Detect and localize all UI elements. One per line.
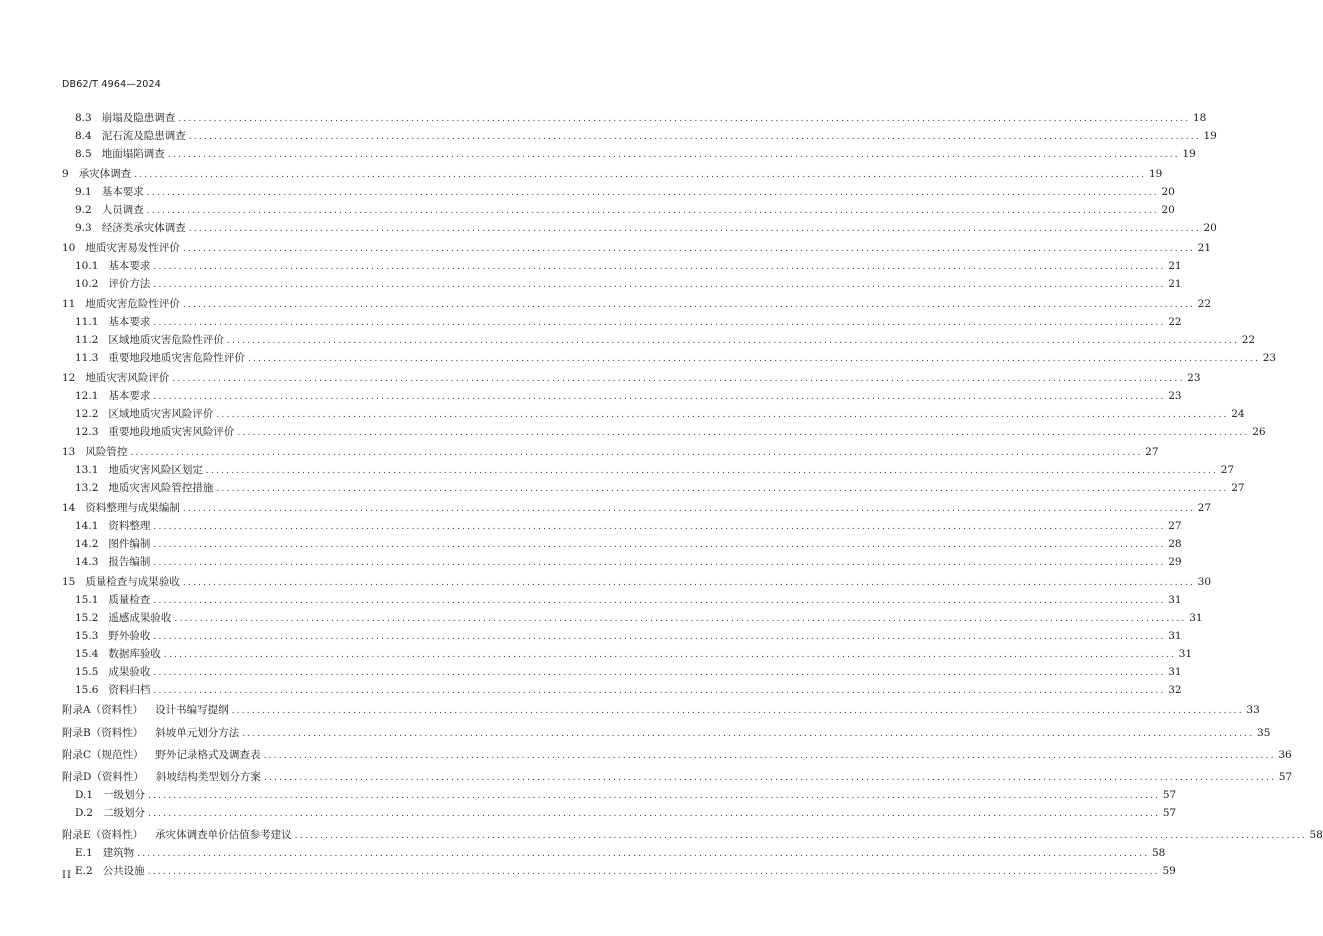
toc-entry-title: 数据库验收 [108, 648, 161, 660]
toc-entry-title: 公共设施 [102, 865, 145, 877]
toc-entry[interactable] [62, 462, 1235, 478]
toc-entry-number: 10.1 [75, 260, 99, 272]
toc-leader-dots: ........................................................................................................................................................................................................ [188, 224, 1201, 234]
toc-entry-title: 地质灾害风险管控措施 [108, 482, 214, 494]
toc-entry[interactable] [62, 682, 1182, 698]
toc-leader-dots: ........................................................................................................................................................................................................ [153, 280, 1166, 290]
toc-leader-dots: ........................................................................................................................................................................................................ [231, 706, 1244, 716]
toc-entry-number: 9.3 [75, 222, 92, 234]
toc-entry-page: 20 [1161, 186, 1175, 198]
toc-entry[interactable] [62, 296, 1212, 312]
toc-entry-page: 22 [1241, 334, 1256, 346]
toc-entry-title: 成果验收 [108, 666, 151, 678]
document-id-header: DB62/T 4964—2024 [62, 79, 161, 90]
toc-entry-title: 斜坡结构类型划分方案 [155, 771, 261, 783]
toc-entry-number: 15.1 [75, 594, 99, 606]
toc-leader-dots: ........................................................................................................................................................................................................ [153, 558, 1166, 568]
toc-entry-title: 遥感成果验收 [108, 612, 172, 624]
toc-entry-page: 18 [1193, 112, 1207, 124]
toc-entry[interactable] [62, 554, 1182, 570]
toc-entry-title: 承灾体调查单价估值参考建议 [155, 829, 292, 841]
toc-leader-dots: ........................................................................................................................................................................................................ [153, 540, 1166, 550]
toc-entry[interactable] [62, 628, 1182, 644]
toc-entry-number: 13.1 [75, 464, 99, 476]
toc-entry[interactable] [62, 805, 1177, 821]
toc-entry[interactable] [62, 146, 1196, 162]
toc-leader-dots: ........................................................................................................................................................................................................ [134, 170, 1147, 180]
toc-entry-title: 区域地质灾害危险性评价 [108, 334, 224, 346]
toc-entry-title: 二级划分 [103, 807, 146, 819]
toc-entry[interactable] [62, 332, 1256, 348]
toc-entry-page: 30 [1197, 576, 1212, 588]
toc-entry-page: 58 [1309, 829, 1323, 841]
toc-entry-page: 27 [1220, 464, 1235, 476]
toc-entry-title: 报告编制 [108, 556, 151, 568]
toc-entry[interactable] [62, 574, 1212, 590]
toc-entry[interactable] [62, 444, 1159, 460]
toc-entry-title: 区域地质灾害风险评价 [108, 408, 214, 420]
toc-entry[interactable] [62, 406, 1245, 422]
toc-entry-page: 31 [1168, 666, 1182, 678]
toc-leader-dots: ........................................................................................................................................................................................................ [216, 484, 1229, 494]
toc-entry[interactable] [62, 220, 1217, 236]
toc-entry-number: 15.6 [75, 684, 99, 696]
toc-entry-title: 一级划分 [103, 789, 146, 801]
toc-entry-number: 13 [62, 446, 76, 458]
toc-leader-dots: ........................................................................................................................................................................................................ [237, 428, 1250, 438]
toc-entry-title: 设计书编写提纲 [155, 704, 229, 716]
toc-entry-title: 地质灾害风险区划定 [108, 464, 203, 476]
toc-entry-page: 58 [1151, 847, 1166, 859]
toc-entry-page: 27 [1197, 502, 1212, 514]
toc-entry-title: 资料整理与成果编制 [85, 502, 180, 514]
toc-entry-title: 风险管控 [85, 446, 128, 458]
toc-leader-dots: ........................................................................................................................................................................................................ [146, 206, 1159, 216]
toc-entry[interactable] [62, 787, 1177, 803]
toc-leader-dots: ........................................................................................................................................................................................................ [188, 132, 1201, 142]
toc-entry-number: 14.1 [75, 520, 99, 532]
toc-entry[interactable] [62, 536, 1182, 552]
toc-leader-dots: ........................................................................................................................................................................................................ [153, 262, 1166, 272]
toc-entry[interactable] [62, 863, 1176, 879]
toc-leader-dots: ........................................................................................................................................................................................................ [182, 300, 1196, 310]
toc-entry-page: 19 [1182, 148, 1196, 160]
toc-entry[interactable] [62, 747, 1292, 763]
toc-entry[interactable] [62, 314, 1182, 330]
toc-entry-title: 地质灾害风险评价 [85, 372, 170, 384]
toc-entry[interactable] [62, 769, 1293, 785]
toc-entry-number: 14 [62, 502, 76, 514]
toc-entry-page: 23 [1168, 390, 1182, 402]
toc-leader-dots: ........................................................................................................................................................................................................ [263, 773, 1277, 783]
toc-entry-title: 地质灾害易发性评价 [85, 242, 180, 254]
toc-entry-page: 33 [1246, 704, 1260, 716]
toc-entry-title: 评价方法 [108, 278, 151, 290]
toc-entry-number: E.1 [75, 847, 93, 859]
toc-entry-page: 21 [1168, 278, 1182, 290]
toc-leader-dots: ........................................................................................................................................................................................................ [174, 614, 1187, 624]
toc-entry[interactable] [62, 592, 1182, 608]
toc-entry-page: 27 [1168, 520, 1182, 532]
toc-entry-title: 野外验收 [108, 630, 151, 642]
toc-entry-title: 人员调查 [101, 204, 144, 216]
toc-entry-page: 57 [1162, 789, 1177, 801]
toc-entry-title: 建筑物 [102, 847, 135, 859]
toc-leader-dots: ........................................................................................................................................................................................................ [148, 791, 1161, 801]
toc-entry-page: 57 [1162, 807, 1177, 819]
toc-entry-title: 资料整理 [108, 520, 151, 532]
toc-entry-title: 经济类承灾体调查 [101, 222, 186, 234]
toc-entry-number: 11.1 [75, 316, 99, 328]
toc-leader-dots: ........................................................................................................................................................................................................ [242, 729, 1255, 739]
toc-entry-number: 9.2 [75, 204, 92, 216]
toc-entry-page: 21 [1197, 242, 1212, 254]
toc-entry-number: 14.3 [75, 556, 99, 568]
toc-entry-page: 26 [1252, 426, 1266, 438]
toc-entry-number: D.1 [75, 789, 94, 801]
toc-entry-number: 15 [62, 576, 76, 588]
toc-leader-dots: ........................................................................................................................................................................................................ [153, 686, 1166, 696]
toc-entry[interactable] [62, 388, 1182, 404]
toc-leader-dots: ........................................................................................................................................................................................................ [182, 578, 1196, 588]
toc-entry[interactable] [62, 610, 1203, 626]
toc-entry-page: 29 [1168, 556, 1182, 568]
toc-entry-number: 10 [62, 242, 76, 254]
toc-entry-number: 11 [62, 298, 76, 310]
toc-entry[interactable] [62, 480, 1245, 496]
toc-entry-title: 野外记录格式及调查表 [155, 749, 261, 761]
toc-entry[interactable] [62, 370, 1201, 386]
toc-entry-number: 附录C（规范性） [62, 749, 144, 761]
toc-entry-title: 承灾体调查 [78, 168, 132, 180]
toc-leader-dots: ........................................................................................................................................................................................................ [146, 188, 1159, 198]
toc-entry-title: 泥石流及隐患调查 [101, 130, 186, 142]
toc-entry-number: 9 [62, 168, 69, 180]
toc-entry-number: 附录E（资料性） [62, 829, 144, 841]
toc-entry[interactable] [62, 110, 1207, 126]
toc-entry-number: 12.1 [75, 390, 99, 402]
toc-leader-dots: ........................................................................................................................................................................................................ [226, 336, 1240, 346]
toc-entry-number: 13.2 [75, 482, 99, 494]
toc-entry-page: 27 [1145, 446, 1159, 458]
toc-entry-number: 14.2 [75, 538, 99, 550]
toc-entry-page: 23 [1187, 372, 1201, 384]
toc-entry-page: 31 [1168, 594, 1182, 606]
toc-entry-number: 15.3 [75, 630, 99, 642]
toc-entry[interactable] [62, 240, 1212, 256]
toc-entry-number: 12 [62, 372, 76, 384]
toc-entry-title: 地面塌陷调查 [101, 148, 165, 160]
toc-entry-page: 22 [1197, 298, 1212, 310]
toc-leader-dots: ........................................................................................................................................................................................................ [130, 448, 1143, 458]
toc-entry-title: 图件编制 [108, 538, 151, 550]
toc-entry-number: 15.5 [75, 666, 99, 678]
toc-entry-page: 27 [1231, 482, 1245, 494]
toc-entry-page: 21 [1168, 260, 1182, 272]
toc-leader-dots: ........................................................................................................................................................................................................ [148, 809, 1161, 819]
toc-entry[interactable] [62, 202, 1175, 218]
toc-entry-page: 31 [1178, 648, 1193, 660]
toc-leader-dots: ........................................................................................................................................................................................................ [182, 504, 1196, 514]
toc-leader-dots: ........................................................................................................................................................................................................ [178, 114, 1191, 124]
toc-leader-dots: ........................................................................................................................................................................................................ [294, 831, 1307, 841]
toc-entry-title: 资料归档 [108, 684, 151, 696]
toc-entry-number: 11.2 [75, 334, 99, 346]
toc-entry-number: 9.1 [75, 186, 92, 198]
toc-entry-title: 质量检查 [108, 594, 151, 606]
toc-entry[interactable] [62, 646, 1193, 662]
toc-entry-page: 24 [1231, 408, 1245, 420]
toc-entry-page: 22 [1168, 316, 1182, 328]
toc-leader-dots: ........................................................................................................................................................................................................ [153, 596, 1166, 606]
toc-entry-title: 质量检查与成果验收 [85, 576, 180, 588]
toc-leader-dots: ........................................................................................................................................................................................................ [172, 374, 1185, 384]
toc-entry-number: 8.5 [75, 148, 92, 160]
toc-entry-title: 重要地段地质灾害危险性评价 [108, 352, 245, 364]
toc-entry-page: 31 [1168, 630, 1182, 642]
toc-entry-number: 12.3 [75, 426, 99, 438]
toc-entry-title: 基本要求 [108, 260, 151, 272]
toc-leader-dots: ........................................................................................................................................................................................................ [147, 867, 1160, 877]
toc-entry-page: 19 [1148, 168, 1163, 180]
toc-leader-dots: ........................................................................................................................................................................................................ [163, 650, 1177, 660]
toc-entry-title: 斜坡单元划分方法 [155, 727, 240, 739]
toc-entry-page: 20 [1161, 204, 1175, 216]
toc-entry-number: 10.2 [75, 278, 99, 290]
toc-entry-page: 59 [1162, 865, 1176, 877]
toc-leader-dots: ........................................................................................................................................................................................................ [263, 751, 1276, 761]
toc-leader-dots: ........................................................................................................................................................................................................ [216, 410, 1229, 420]
toc-entry[interactable] [62, 845, 1166, 861]
toc-entry[interactable] [62, 276, 1182, 292]
toc-entry-title: 基本要求 [101, 186, 144, 198]
toc-entry[interactable] [62, 258, 1182, 274]
toc-entry-number: 附录D（资料性） [62, 771, 144, 783]
toc-entry[interactable] [62, 424, 1266, 440]
toc-entry-page: 23 [1262, 352, 1277, 364]
toc-entry-page: 20 [1203, 222, 1217, 234]
toc-entry-title: 地质灾害危险性评价 [85, 298, 180, 310]
toc-leader-dots: ........................................................................................................................................................................................................ [153, 668, 1166, 678]
toc-entry-number: 8.4 [75, 130, 92, 142]
toc-entry[interactable] [62, 166, 1163, 182]
toc-entry-title: 基本要求 [108, 316, 151, 328]
toc-entry-title: 崩塌及隐患调查 [101, 112, 176, 124]
page-number-footer: II [62, 870, 72, 881]
toc-entry-number: E.2 [75, 865, 93, 877]
toc-entry-title: 重要地段地质灾害风险评价 [108, 426, 235, 438]
toc-entry-number: 8.3 [75, 112, 92, 124]
toc-entry-number: 附录B（资料性） [62, 727, 144, 739]
toc-leader-dots: ........................................................................................................................................................................................................ [205, 466, 1219, 476]
toc-entry-page: 32 [1168, 684, 1182, 696]
toc-entry[interactable] [62, 184, 1175, 200]
toc-entry[interactable] [62, 500, 1212, 516]
toc-entry[interactable] [62, 664, 1182, 680]
toc-entry[interactable] [62, 827, 1323, 843]
toc-entry-page: 19 [1203, 130, 1217, 142]
toc-entry[interactable] [62, 725, 1271, 741]
toc-entry-page: 36 [1278, 749, 1292, 761]
toc-entry-number: 15.4 [75, 648, 99, 660]
toc-entry-page: 57 [1278, 771, 1293, 783]
toc-leader-dots: ........................................................................................................................................................................................................ [153, 392, 1166, 402]
toc-entry-page: 35 [1257, 727, 1271, 739]
toc-entry-number: 11.3 [75, 352, 99, 364]
toc-leader-dots: ........................................................................................................................................................................................................ [153, 318, 1166, 328]
toc-entry-number: D.2 [75, 807, 94, 819]
toc-leader-dots: ........................................................................................................................................................................................................ [153, 522, 1166, 532]
toc-entry-page: 28 [1168, 538, 1182, 550]
toc-entry[interactable] [62, 518, 1182, 534]
toc-entry-title: 基本要求 [108, 390, 151, 402]
toc-leader-dots: ........................................................................................................................................................................................................ [137, 849, 1150, 859]
toc-leader-dots: ........................................................................................................................................................................................................ [153, 632, 1166, 642]
toc-entry[interactable] [62, 350, 1277, 366]
toc-leader-dots: ........................................................................................................................................................................................................ [247, 354, 1261, 364]
toc-entry-page: 31 [1189, 612, 1203, 624]
toc-entry-number: 附录A（资料性） [62, 704, 144, 716]
toc-entry-number: 15.2 [75, 612, 99, 624]
toc-leader-dots: ........................................................................................................................................................................................................ [182, 244, 1196, 254]
toc-entry[interactable] [62, 128, 1217, 144]
toc-leader-dots: ........................................................................................................................................................................................................ [167, 150, 1180, 160]
toc-entry-number: 12.2 [75, 408, 99, 420]
toc-entry[interactable] [62, 702, 1260, 718]
